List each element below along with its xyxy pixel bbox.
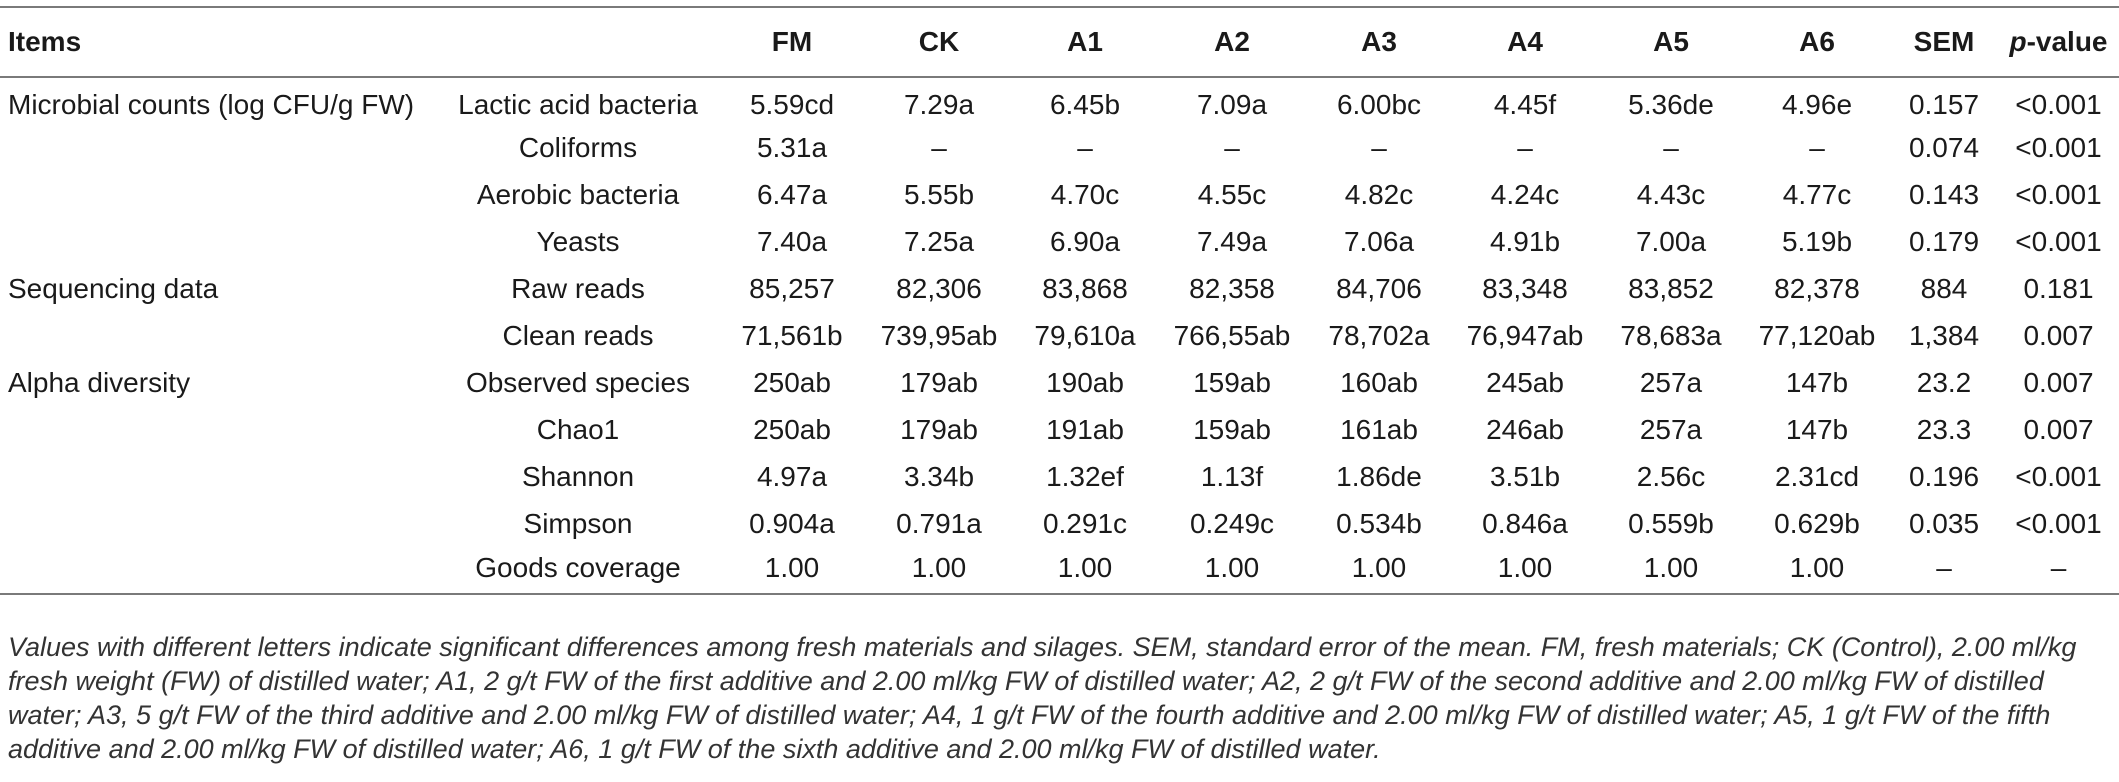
- value-cell: –: [1998, 547, 2119, 594]
- value-cell: 5.55b: [903, 178, 975, 210]
- table-body: [0, 77, 2119, 594]
- item-cell: Chao1: [536, 413, 620, 445]
- value-cell: 1.00: [1306, 547, 1452, 594]
- group-cell: [0, 547, 438, 594]
- value-cell: 257a: [1639, 413, 1703, 445]
- table-row: [0, 77, 2119, 124]
- header-cell: A5: [1598, 7, 1744, 77]
- value-cell: –: [931, 131, 947, 163]
- item-cell: Raw reads: [511, 272, 645, 304]
- item-cell: Observed species: [465, 366, 691, 398]
- value-cell: 147b: [1785, 413, 1849, 445]
- header-cell-p-value: [1998, 7, 2119, 77]
- value-cell: –: [1077, 131, 1093, 163]
- value-cell: 4.77c: [1782, 178, 1852, 210]
- header-cell: FM: [718, 7, 866, 77]
- value-cell: 7.09a: [1196, 89, 1268, 120]
- value-cell: 77,120ab: [1758, 319, 1876, 351]
- value-cell: 1.13f: [1200, 460, 1264, 492]
- table-row: [0, 406, 2119, 453]
- group-cell: [0, 124, 438, 171]
- group-cell: [0, 406, 438, 453]
- value-cell: 160ab: [1340, 366, 1418, 398]
- value-cell: 0.291c: [1042, 507, 1128, 539]
- value-cell: 250ab: [753, 366, 831, 398]
- value-cell: 4.43c: [1636, 178, 1706, 210]
- header-cell: A4: [1452, 7, 1598, 77]
- table-row: [0, 312, 2119, 359]
- table-footnote: Values with different letters indicate significant differences among fresh materials and silages. SEM, standard error of the mean. FM, fresh materials; CK (Control), 2.00 ml/kg fresh weight (FW) of distilled water; A1, 2 g/t FW of the first additive and 2.00 ml/kg FW of distilled water; A2, 2 g/t FW of the second additive and 2.00 ml/kg FW of distilled water; A3, 5 g/t FW of the third additive and 2.00 ml/kg FW of distilled water; A4, 1 g/t FW of the fourth additive and 2.00 ml/kg FW of distilled water; A5, 1 g/t FW of the fifth additive and 2.00 ml/kg FW of distilled water; A6, 1 g/t FW of the sixth additive and 2.00 ml/kg FW of distilled water.: [8, 632, 2077, 764]
- value-cell: <0.001: [2015, 89, 2102, 120]
- group-cell: [0, 171, 438, 218]
- value-cell: 1.86de: [1336, 460, 1422, 492]
- p-suffix: -value: [2026, 26, 2108, 57]
- header-cell: SEM: [1890, 7, 1998, 77]
- value-cell: 0.181: [2023, 272, 2094, 304]
- value-cell: 4.82c: [1344, 178, 1414, 210]
- value-cell: 179ab: [900, 413, 978, 445]
- value-cell: 0.904a: [749, 507, 835, 539]
- value-cell: 82,378: [1774, 272, 1860, 304]
- table-row: [0, 171, 2119, 218]
- value-cell: 4.24c: [1490, 178, 1560, 210]
- value-cell: 0.007: [2023, 319, 2094, 351]
- value-cell: 3.51b: [1489, 460, 1561, 492]
- value-cell: 159ab: [1193, 413, 1271, 445]
- value-cell: 23.2: [1916, 366, 1972, 398]
- value-cell: 884: [1920, 272, 1968, 304]
- header-cell: A3: [1306, 7, 1452, 77]
- value-cell: 82,358: [1189, 272, 1275, 304]
- value-cell: 78,702a: [1328, 319, 1430, 351]
- value-cell: 190ab: [1046, 366, 1124, 398]
- value-cell: 83,852: [1628, 272, 1714, 304]
- value-cell: –: [1517, 131, 1533, 163]
- value-cell: 6.00bc: [1336, 89, 1422, 120]
- value-cell: 5.59cd: [749, 89, 835, 120]
- value-cell: 4.97a: [756, 460, 828, 492]
- value-cell: 1.00: [1598, 547, 1744, 594]
- value-cell: 0.007: [2023, 366, 2094, 398]
- value-cell: –: [1224, 131, 1240, 163]
- value-cell: 0.629b: [1774, 507, 1860, 539]
- header-cell: CK: [866, 7, 1012, 77]
- value-cell: 78,683a: [1620, 319, 1722, 351]
- value-cell: 161ab: [1340, 413, 1418, 445]
- header-row: [0, 7, 2119, 77]
- p-letter: p: [2009, 26, 2027, 57]
- value-cell: 2.56c: [1636, 460, 1706, 492]
- value-cell: 2.31cd: [1774, 460, 1860, 492]
- header-cell: A6: [1744, 7, 1890, 77]
- value-cell: 0.534b: [1336, 507, 1422, 539]
- value-cell: 84,706: [1336, 272, 1422, 304]
- value-cell: 5.36de: [1628, 89, 1714, 120]
- value-cell: 191ab: [1046, 413, 1124, 445]
- value-cell: <0.001: [2015, 225, 2102, 257]
- value-cell: 766,55ab: [1173, 319, 1291, 351]
- value-cell: 7.25a: [903, 225, 975, 257]
- value-cell: 257a: [1639, 366, 1703, 398]
- value-cell: 7.40a: [756, 225, 828, 257]
- value-cell: <0.001: [2015, 507, 2102, 539]
- item-cell: Shannon: [521, 460, 635, 492]
- value-cell: 0.143: [1908, 178, 1980, 210]
- value-cell: –: [1371, 131, 1387, 163]
- item-cell: Coliforms: [518, 131, 638, 163]
- group-cell: Sequencing data: [8, 272, 219, 304]
- value-cell: 4.96e: [1781, 89, 1853, 120]
- value-cell: 85,257: [749, 272, 835, 304]
- item-cell: Goods coverage: [438, 547, 718, 594]
- value-cell: –: [1890, 547, 1998, 594]
- value-cell: <0.001: [2015, 460, 2102, 492]
- value-cell: 0.559b: [1628, 507, 1714, 539]
- item-cell: Aerobic bacteria: [476, 178, 680, 210]
- group-cell: [0, 500, 438, 547]
- value-cell: 0.249c: [1189, 507, 1275, 539]
- value-cell: 739,95ab: [880, 319, 998, 351]
- header-cell: [438, 7, 718, 77]
- table-row: [0, 500, 2119, 547]
- header-cell: A1: [1012, 7, 1158, 77]
- value-cell: 0.074: [1908, 131, 1980, 163]
- value-cell: 7.06a: [1343, 225, 1415, 257]
- group-cell: [0, 312, 438, 359]
- group-cell: [0, 453, 438, 500]
- value-cell: 7.29a: [903, 89, 975, 120]
- data-table: [0, 6, 2119, 595]
- value-cell: 147b: [1785, 366, 1849, 398]
- value-cell: 83,348: [1482, 272, 1568, 304]
- value-cell: 23.3: [1916, 413, 1972, 445]
- value-cell: 3.34b: [903, 460, 975, 492]
- value-cell: 71,561b: [741, 319, 843, 351]
- value-cell: 0.791a: [896, 507, 982, 539]
- value-cell: 5.31a: [756, 131, 828, 163]
- value-cell: 82,306: [896, 272, 982, 304]
- value-cell: 1.00: [1744, 547, 1890, 594]
- value-cell: <0.001: [2015, 131, 2102, 163]
- value-cell: 4.70c: [1050, 178, 1120, 210]
- value-cell: 5.19b: [1781, 225, 1853, 257]
- value-cell: 0.007: [2023, 413, 2094, 445]
- value-cell: 4.45f: [1493, 89, 1557, 120]
- group-cell: Microbial counts (log CFU/g FW): [8, 89, 415, 120]
- value-cell: 79,610a: [1034, 319, 1136, 351]
- table-row: [0, 124, 2119, 171]
- value-cell: 250ab: [753, 413, 831, 445]
- value-cell: 1.00: [718, 547, 866, 594]
- value-cell: –: [1809, 131, 1825, 163]
- table-row: [0, 265, 2119, 312]
- table-row: [0, 359, 2119, 406]
- value-cell: 1.00: [866, 547, 1012, 594]
- value-cell: 1.00: [1452, 547, 1598, 594]
- item-cell: Clean reads: [502, 319, 654, 351]
- value-cell: 83,868: [1042, 272, 1128, 304]
- header-cell: Items: [0, 7, 438, 77]
- value-cell: 159ab: [1193, 366, 1271, 398]
- value-cell: 245ab: [1486, 366, 1564, 398]
- value-cell: 76,947ab: [1466, 319, 1584, 351]
- value-cell: 7.00a: [1635, 225, 1707, 257]
- item-cell: Lactic acid bacteria: [458, 89, 698, 120]
- value-cell: 6.45b: [1049, 89, 1121, 120]
- value-cell: 0.035: [1908, 507, 1980, 539]
- value-cell: 0.179: [1908, 225, 1980, 257]
- value-cell: 1.00: [1158, 547, 1306, 594]
- value-cell: 1.00: [1012, 547, 1158, 594]
- value-cell: <0.001: [2015, 178, 2102, 210]
- item-cell: Simpson: [523, 507, 633, 539]
- value-cell: 4.91b: [1489, 225, 1561, 257]
- value-cell: 179ab: [900, 366, 978, 398]
- value-cell: 0.846a: [1482, 507, 1568, 539]
- value-cell: 1.32ef: [1046, 460, 1124, 492]
- value-cell: 0.196: [1908, 460, 1980, 492]
- value-cell: 7.49a: [1196, 225, 1268, 257]
- value-cell: 0.157: [1908, 89, 1980, 120]
- header-cell: A2: [1158, 7, 1306, 77]
- value-cell: 6.90a: [1049, 225, 1121, 257]
- table-row: [0, 547, 2119, 594]
- value-cell: 4.55c: [1197, 178, 1267, 210]
- table-row: [0, 453, 2119, 500]
- table-row: [0, 218, 2119, 265]
- value-cell: 1,384: [1908, 319, 1980, 351]
- value-cell: 6.47a: [756, 178, 828, 210]
- group-cell: Alpha diversity: [8, 366, 191, 398]
- value-cell: –: [1663, 131, 1679, 163]
- value-cell: 246ab: [1486, 413, 1564, 445]
- group-cell: [0, 218, 438, 265]
- item-cell: Yeasts: [536, 225, 620, 257]
